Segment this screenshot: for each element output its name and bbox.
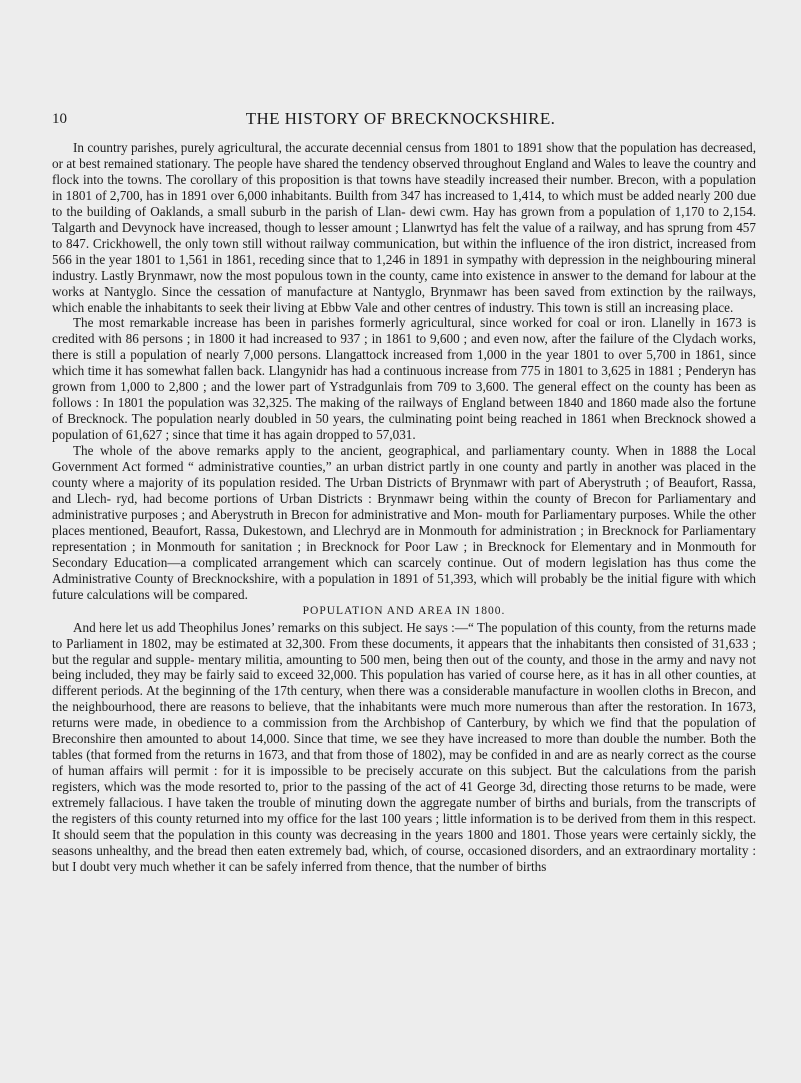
section-heading: POPULATION AND AREA IN 1800. [302,604,506,617]
paragraph-theophilus-jones: And here let us add Theophilus Jones’ remarks on this subject. He says :—“ The population of this county, from the returns made to Parliament in 1802, may be estimated at 32,300. From these documents, it appears that the inhabitants then consisted of 31,633 ; but the regular and supple- mentary militia, amounting to 500 men, being then out of the county, and those in the army and navy not being included, they may be fairly said to exceed 32,000. This population has varied of course here, as it has in all other counties, at different periods. At the beginning of the 17th century, when there was a considerable manufacture in woollen cloths in Brecon, and the neighbourhood, there are reasons to believe, that the inhabitants were much more numerous than after the restoration. In 1673, returns were made, in obedience to a commission from the Archbishop of Canterbury, by which we find that the population of Breconshire then amounted to about 14,000. Since that time, we see they have increased to more than double the number. Both the tables (that formed from the returns in 1673, and that from those of 1802), may be confided in and are as nearly correct as the course of human affairs will permit : for it is impossible to be precisely accurate on this subject. But the calculations from the parish registers, which was the mode resorted to, prior to the passing of the act of 41 George 3d, directing those returns to be made, were extremely fallacious. I have taken the trouble of minuting down the aggregate number of births and burials, from the transcripts of the registers of this county returned into my office for the last 100 years ; little information is to be derived from them in this respect. It should seem that the population in this county was decreasing in the years 1800 and 1801. Those years were certainly sickly, the seasons unhealthy, and the bread then eaten extremely bad, which, of course, occasioned disorders, and an extraordinary mortality : but I doubt very much whether it can be safely inferred from thence, that the number of births [52,619,756,874]
paragraph-remarkable-increase: The most remarkable increase has been in parishes formerly agricultural, since worked for coal or iron. Llanelly in 1673 is credited with 86 persons ; in 1800 it had increased to 937 ; in 1861 to 9,600 ; and even now, after the failure of the Clydach works, there is still a population of nearly 7,000 persons. Llangattock increased from 1,000 in the year 1801 to over 5,700 in 1861, since which time it has somewhat fallen back. Llangynidr has had a continuous increase from 775 in 1801 to 3,625 in 1881 ; Penderyn has grown from 1,000 to 2,800 ; and the lower part of Ystradgunlais from 709 to 3,600. The general effect on the county has been as follows : In 1801 the population was 32,325. The making of the railways of England between 1840 and 1860 made also the fortune of Brecknock. The population nearly doubled in 50 years, the culminating point being reached in 1861 when Brecknock showed a population of 61,627 ; since that time it has again dropped to 57,031. [52,315,756,443]
page-number: 10 [52,111,67,127]
running-title: THE HISTORY OF BRECKNOCKSHIRE. [245,109,556,128]
paragraph-administrative-county: The whole of the above remarks apply to the ancient, geographical, and parliamentary county. When in 1888 the Local Government Act formed “ administrative counties,” an urban district partly in one county and partly in another was placed in the county where a majority of its population resided. The Urban Districts of Brynmawr with part of Aberystruth ; of Beaufort, Rassa, and Llech- ryd, had become portions of Urban Districts : Brynmawr being within the county of Brecon for Parliamentary and administrative purposes ; and Aberystruth in Brecon for administrative and Mon- mouth for Parliamentary purposes. While the other places mentioned, Beaufort, Rassa, Dukestown, and Llechryd are in Monmouth for administration ; in Brecknock for Parliamentary representation ; in Monmouth for sanitation ; in Brecknock for Poor Law ; in Brecknock for Elementary and in Monmouth for Secondary Education—a complicated arrangement which can scarcely continue. Out of modern legislation has thus come the Administrative County of Brecknockshire, with a population in 1891 of 51,393, which will probably be the initial figure with which future calculations will be compared. [52,443,756,602]
paragraph-country-parishes: In country parishes, purely agricultural, the accurate decennial census from 1801 to 1891 show that the population has decreased, or at best remained stationary. The people have shared the tendency observed throughout England and Wales to leave the country and flock into the towns. The corollary of this proposition is that towns have steadily increased their number. Brecon, with a population in 1801 of 2,700, has in 1891 over 6,000 inhabitants. Builth from 347 has increased to 1,414, to which must be added nearly 200 due to the building of Oaklands, a small suburb in the parish of Llan- dewi cwm. Hay has grown from a population of 1,170 to 2,154. Talgarth and Devynock have increased, though to lesser amount ; Llanwrtyd has felt the value of a railway, and has sprung from 457 to 847. Crickhowell, the only town still without railway communication, but within the influence of the iron district, increased from 566 in the year 1801 to 1,561 in 1861, receding since that to 1,246 in 1891 in sympathy with depression in the neighbouring mineral industry. Lastly Brynmawr, now the most populous town in the county, came into existence in answer to the demand for labour at the works at Nantyglo. Since the cessation of manufacture at Nantyglo, Brynmawr has been saved from extinction by the railways, which enable the inhabitants to seek their living at Ebbw Vale and other centres of industry. This town is still an increasing place. [52,140,756,315]
body-text [52,140,756,875]
